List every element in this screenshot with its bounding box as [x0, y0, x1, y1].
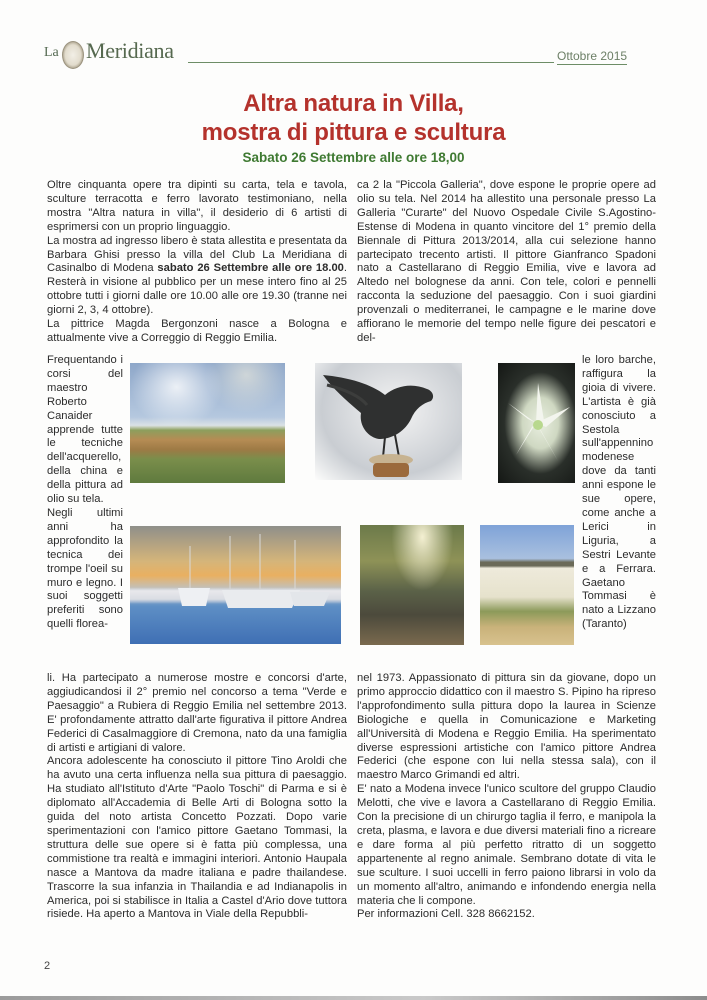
forest-painting-image [360, 525, 464, 645]
garden-painting-image [480, 525, 574, 645]
paragraph: E' nato a Modena invece l'unico scultore del gruppo Claudio Melotti, che vive e lavora a Castellarano di Reggio Emilia. Con la precisione di un chirurgo taglia il ferro, e manipola la creta, plasma, e lavora e due diversi materiali fino a ricreare e dare forma al più perfetto ritratto di un soggetto appartenente al regno animale. Sembrano dotate di vita le sue sculture. I suoi uccelli in ferro paiono librarsi in volo da un momento all'altro, animando e infondendo energia nella materia che li compone. [357, 783, 656, 907]
bird-sculpture-image [315, 363, 462, 480]
event-date-bold: sabato 26 Settembre alle ore 18.00 [157, 262, 344, 275]
text-span: . Resterà in visione al pubblico per un mese intero fino al 25 ottobre tutti i giorni dalle ore 10.00 alle ore 19.30 (tranne nei giorni 2, 3, 4 ottobre). [47, 262, 348, 317]
paragraph: La pittrice Magda Bergonzoni nasce a Bologna e attualmente vive a Correggio di Reggio Emilia. [47, 318, 347, 344]
paragraph: Negli ultimi anni ha approfondito la tecnica dei trompe l'oeil su muro e legno. I suoi soggetti preferiti sono quelli florea- [47, 506, 123, 631]
paragraph: Oltre cinquanta opere tra dipinti su carta, tela e tavola, sculture terracotta e ferro lavorato testimoniano, nella mostra "Altra natura in villa", il desiderio di 6 artisti di esprimersi con un proprio linguaggio. [47, 179, 347, 233]
left-side-column [47, 354, 123, 632]
article-subtitle: Sabato 26 Settembre alle ore 18,00 [242, 150, 465, 165]
text-span: La mostra ad ingresso libero è stata allestita e presentata da Barbara Ghisi presso la villa del Club La Meridiana di Casinalbo di Modena [47, 234, 347, 275]
paragraph [47, 235, 347, 318]
paragraph: Ancora adolescente ha conosciuto il pittore Tino Aroldi che ha avuto una certa influenza nella sua pittura di paesaggio. Ha studiato all'Istituto d'Arte "Paolo Toschi" di Parma e si è diplomato all'Accademia di Belle Arti di Bologna sotto la guida del noto artista Concetto Pozzati. Dopo varie sperimentazioni con l'amico pittore Gaetano Tommasi, la struttura delle sue opere si è fatta più complessa, una commistione tra realtà e immagini interiori. Antonio Haupala nasce a Mantova da madre italiana e padre thailandese. Trascorre la sua infanzia in Thailandia e ad Indianapolis in America, poi si stabilisce in Italia a Castel d'Ario dove tuttora risiede. Ha aperto a Mantova in Viale della Repubbli- [47, 755, 347, 921]
right-column-intro [357, 179, 656, 346]
club-emblem-icon [62, 41, 84, 69]
right-side-column [582, 354, 656, 632]
article-title-line1: Altra natura in Villa, [243, 90, 464, 117]
left-column-continued [47, 672, 347, 922]
paragraph: ca 2 la "Piccola Galleria", dove espone le proprie opere ad olio su tela. Nel 2014 ha allestito una personale presso La Galleria "Curarte" del Nuovo Ospedale Civile S.Agostino-Estense di Modena in quanto vincitore del 1° premio della Biennale di Pittura 2013/2014, alla cui selezione hanno partecipato trecento artisti. Il pittore Gianfranco Spadoni nato a Castellarano di Reggio Emilia, vive e lavora ad Altedo nel bolognese da anni. Con tele, colori e pennelli racconta la seduzione del paesaggio. Con i suoi giardini provenzali o mediterranei, le campagne e le marine dove affiorano le memorie del tempo nelle figure dei pescatori e del- [357, 179, 656, 344]
right-column-continued [357, 672, 656, 922]
contact-info: Per informazioni Cell. 328 8662152. [357, 908, 535, 921]
landscape-painting-image [130, 363, 285, 483]
paragraph: Frequentando i corsi del maestro Roberto Canaider apprende tutte le tecniche dell'acquerello, della china e della pittura ad olio su tela. [47, 354, 123, 506]
page-bottom-edge [0, 996, 707, 1000]
masthead-title: Meridiana [86, 38, 174, 63]
harbor-painting-image [130, 526, 341, 644]
issue-date: Ottobre 2015 [557, 49, 628, 63]
masthead-prefix: La [44, 45, 59, 60]
sailboats-icon [130, 526, 341, 644]
paragraph: li. Ha partecipato a numerose mostre e concorsi d'arte, aggiudicandosi il 2° premio nel concorso a tema "Verde e Paesaggio" a Rubiera di Reggio Emilia nel settembre 2013. E' profondamente attratto dall'arte figurativa il pittore Andrea Federici di Casalmaggiore di Cremona, nato da una famiglia di artisti e artigiani di valore. [47, 672, 347, 754]
paragraph: nel 1973. Appassionato di pittura sin da giovane, dopo un primo approccio didattico con il maestro S. Pipino ha ripreso l'approfondimento sulla pittura dopo la laurea in Scienze Biologiche e quella in Comunicazione e Marketing all'Università di Modena e Reggio Emilia. Ha sperimentato diverse espressioni artistiche con l'amico pittore Andrea Federici (che espone con lui nella stessa sala), con il maestro Marco Grimandi ed altri. [357, 672, 656, 782]
bird-sculpture-icon [315, 363, 462, 480]
page-number: 2 [44, 960, 51, 972]
lily-painting-image [498, 363, 575, 483]
masthead-divider [188, 62, 554, 63]
paragraph: le loro barche, raffigura la gioia di vivere. L'artista è già conosciuto a Sestola sull'appennino modenese dove da tanti anni espone le sue opere, come anche a Lerici in Liguria, a Sestri Levante e a Ferrara. Gaetano Tommasi è nato a Lizzano (Taranto) [582, 354, 656, 631]
article-title-line2: mostra di pittura e scultura [201, 119, 506, 146]
left-column-intro [47, 179, 347, 346]
lily-flower-icon [498, 363, 575, 483]
